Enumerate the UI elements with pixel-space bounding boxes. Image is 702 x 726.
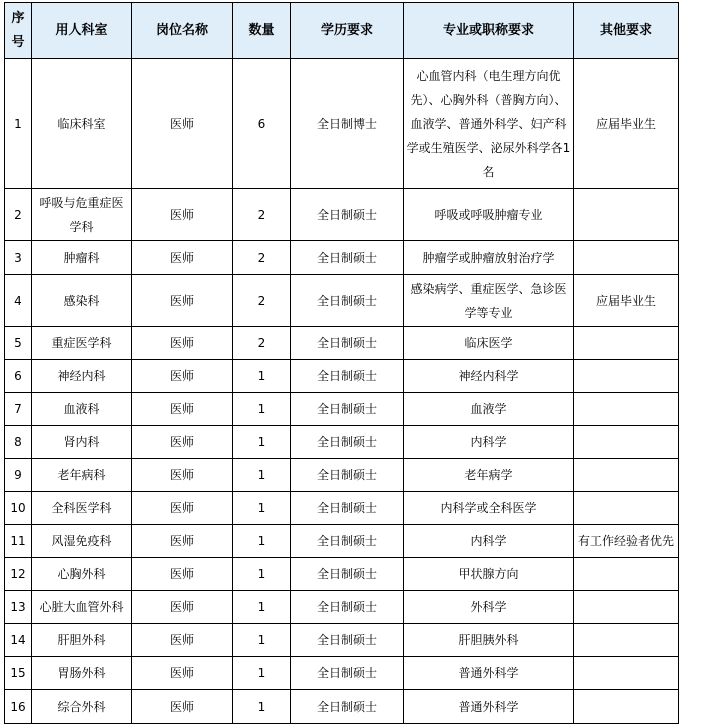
cell-department: 神经内科 xyxy=(32,360,132,393)
cell-quantity: 1 xyxy=(233,624,291,657)
table-header-row xyxy=(5,3,679,59)
cell-department: 全科医学科 xyxy=(32,492,132,525)
cell-other: 应届毕业生 xyxy=(574,275,679,327)
cell-other xyxy=(574,690,679,724)
cell-seq: 4 xyxy=(5,275,32,327)
cell-quantity: 1 xyxy=(233,591,291,624)
cell-other xyxy=(574,624,679,657)
recruitment-table xyxy=(4,2,679,724)
cell-quantity: 1 xyxy=(233,360,291,393)
header-quantity: 数量 xyxy=(233,3,291,59)
cell-education: 全日制硕士 xyxy=(291,189,404,241)
cell-position: 医师 xyxy=(132,241,233,275)
cell-education: 全日制硕士 xyxy=(291,327,404,360)
cell-quantity: 1 xyxy=(233,393,291,426)
cell-major: 神经内科学 xyxy=(404,360,574,393)
cell-seq: 11 xyxy=(5,525,32,558)
cell-position: 医师 xyxy=(132,558,233,591)
table-row xyxy=(5,558,679,591)
cell-major: 甲状腺方向 xyxy=(404,558,574,591)
cell-other xyxy=(574,657,679,690)
cell-major: 临床医学 xyxy=(404,327,574,360)
cell-seq: 14 xyxy=(5,624,32,657)
cell-department: 肝胆外科 xyxy=(32,624,132,657)
cell-position: 医师 xyxy=(132,657,233,690)
table-row xyxy=(5,525,679,558)
cell-other xyxy=(574,591,679,624)
cell-seq: 7 xyxy=(5,393,32,426)
cell-major: 外科学 xyxy=(404,591,574,624)
cell-seq: 6 xyxy=(5,360,32,393)
cell-other xyxy=(574,360,679,393)
header-major: 专业或职称要求 xyxy=(404,3,574,59)
cell-department: 胃肠外科 xyxy=(32,657,132,690)
cell-education: 全日制博士 xyxy=(291,59,404,189)
table-row xyxy=(5,59,679,189)
table-row xyxy=(5,492,679,525)
cell-quantity: 1 xyxy=(233,459,291,492)
cell-education: 全日制硕士 xyxy=(291,657,404,690)
cell-education: 全日制硕士 xyxy=(291,492,404,525)
cell-position: 医师 xyxy=(132,492,233,525)
cell-position: 医师 xyxy=(132,189,233,241)
cell-position: 医师 xyxy=(132,275,233,327)
cell-seq: 16 xyxy=(5,690,32,724)
cell-education: 全日制硕士 xyxy=(291,624,404,657)
cell-position: 医师 xyxy=(132,393,233,426)
cell-education: 全日制硕士 xyxy=(291,459,404,492)
cell-education: 全日制硕士 xyxy=(291,360,404,393)
cell-department: 风湿免疫科 xyxy=(32,525,132,558)
cell-quantity: 2 xyxy=(233,327,291,360)
cell-major: 内科学或全科医学 xyxy=(404,492,574,525)
cell-seq: 2 xyxy=(5,189,32,241)
table-row xyxy=(5,690,679,724)
cell-major: 内科学 xyxy=(404,426,574,459)
table-row xyxy=(5,459,679,492)
cell-major: 老年病学 xyxy=(404,459,574,492)
cell-position: 医师 xyxy=(132,59,233,189)
cell-education: 全日制硕士 xyxy=(291,525,404,558)
cell-position: 医师 xyxy=(132,360,233,393)
cell-seq: 10 xyxy=(5,492,32,525)
cell-position: 医师 xyxy=(132,459,233,492)
cell-department: 感染科 xyxy=(32,275,132,327)
cell-major: 普通外科学 xyxy=(404,657,574,690)
header-position: 岗位名称 xyxy=(132,3,233,59)
cell-other xyxy=(574,393,679,426)
cell-quantity: 1 xyxy=(233,426,291,459)
cell-other xyxy=(574,189,679,241)
cell-quantity: 1 xyxy=(233,657,291,690)
cell-seq: 8 xyxy=(5,426,32,459)
cell-position: 医师 xyxy=(132,327,233,360)
cell-department: 临床科室 xyxy=(32,59,132,189)
cell-other xyxy=(574,241,679,275)
cell-department: 肿瘤科 xyxy=(32,241,132,275)
cell-major: 内科学 xyxy=(404,525,574,558)
table-row xyxy=(5,624,679,657)
cell-major: 肝胆胰外科 xyxy=(404,624,574,657)
cell-seq: 13 xyxy=(5,591,32,624)
cell-position: 医师 xyxy=(132,591,233,624)
header-department: 用人科室 xyxy=(32,3,132,59)
cell-education: 全日制硕士 xyxy=(291,393,404,426)
cell-other xyxy=(574,459,679,492)
cell-position: 医师 xyxy=(132,525,233,558)
table-row xyxy=(5,657,679,690)
table-row xyxy=(5,241,679,275)
header-seq: 序号 xyxy=(5,3,32,59)
table-row xyxy=(5,591,679,624)
cell-education: 全日制硕士 xyxy=(291,690,404,724)
cell-other xyxy=(574,558,679,591)
cell-department: 肾内科 xyxy=(32,426,132,459)
table-row xyxy=(5,189,679,241)
cell-department: 呼吸与危重症医学科 xyxy=(32,189,132,241)
cell-major: 普通外科学 xyxy=(404,690,574,724)
cell-position: 医师 xyxy=(132,624,233,657)
cell-other xyxy=(574,327,679,360)
cell-other: 有工作经验者优先 xyxy=(574,525,679,558)
cell-other xyxy=(574,426,679,459)
table-row xyxy=(5,275,679,327)
cell-seq: 15 xyxy=(5,657,32,690)
cell-major: 感染病学、重症医学、急诊医学等专业 xyxy=(404,275,574,327)
cell-education: 全日制硕士 xyxy=(291,426,404,459)
table-row xyxy=(5,393,679,426)
cell-seq: 9 xyxy=(5,459,32,492)
cell-department: 心胸外科 xyxy=(32,558,132,591)
cell-seq: 5 xyxy=(5,327,32,360)
cell-other xyxy=(574,492,679,525)
cell-quantity: 2 xyxy=(233,275,291,327)
cell-seq: 3 xyxy=(5,241,32,275)
cell-seq: 1 xyxy=(5,59,32,189)
cell-quantity: 1 xyxy=(233,558,291,591)
cell-department: 血液科 xyxy=(32,393,132,426)
cell-major: 心血管内科（电生理方向优先）、心胸外科（普胸方向）、血液学、普通外科学、妇产科学或生殖医学、泌尿外科学各1名 xyxy=(404,59,574,189)
cell-education: 全日制硕士 xyxy=(291,241,404,275)
cell-education: 全日制硕士 xyxy=(291,591,404,624)
cell-quantity: 1 xyxy=(233,525,291,558)
table-row xyxy=(5,426,679,459)
cell-position: 医师 xyxy=(132,690,233,724)
cell-department: 重症医学科 xyxy=(32,327,132,360)
cell-department: 综合外科 xyxy=(32,690,132,724)
cell-seq: 12 xyxy=(5,558,32,591)
cell-other: 应届毕业生 xyxy=(574,59,679,189)
header-other: 其他要求 xyxy=(574,3,679,59)
cell-education: 全日制硕士 xyxy=(291,558,404,591)
cell-quantity: 1 xyxy=(233,492,291,525)
cell-quantity: 1 xyxy=(233,690,291,724)
cell-quantity: 2 xyxy=(233,189,291,241)
table-row xyxy=(5,360,679,393)
cell-quantity: 6 xyxy=(233,59,291,189)
cell-position: 医师 xyxy=(132,426,233,459)
cell-department: 老年病科 xyxy=(32,459,132,492)
cell-major: 肿瘤学或肿瘤放射治疗学 xyxy=(404,241,574,275)
header-education: 学历要求 xyxy=(291,3,404,59)
cell-major: 呼吸或呼吸肿瘤专业 xyxy=(404,189,574,241)
cell-education: 全日制硕士 xyxy=(291,275,404,327)
cell-major: 血液学 xyxy=(404,393,574,426)
cell-quantity: 2 xyxy=(233,241,291,275)
table-row xyxy=(5,327,679,360)
cell-department: 心脏大血管外科 xyxy=(32,591,132,624)
